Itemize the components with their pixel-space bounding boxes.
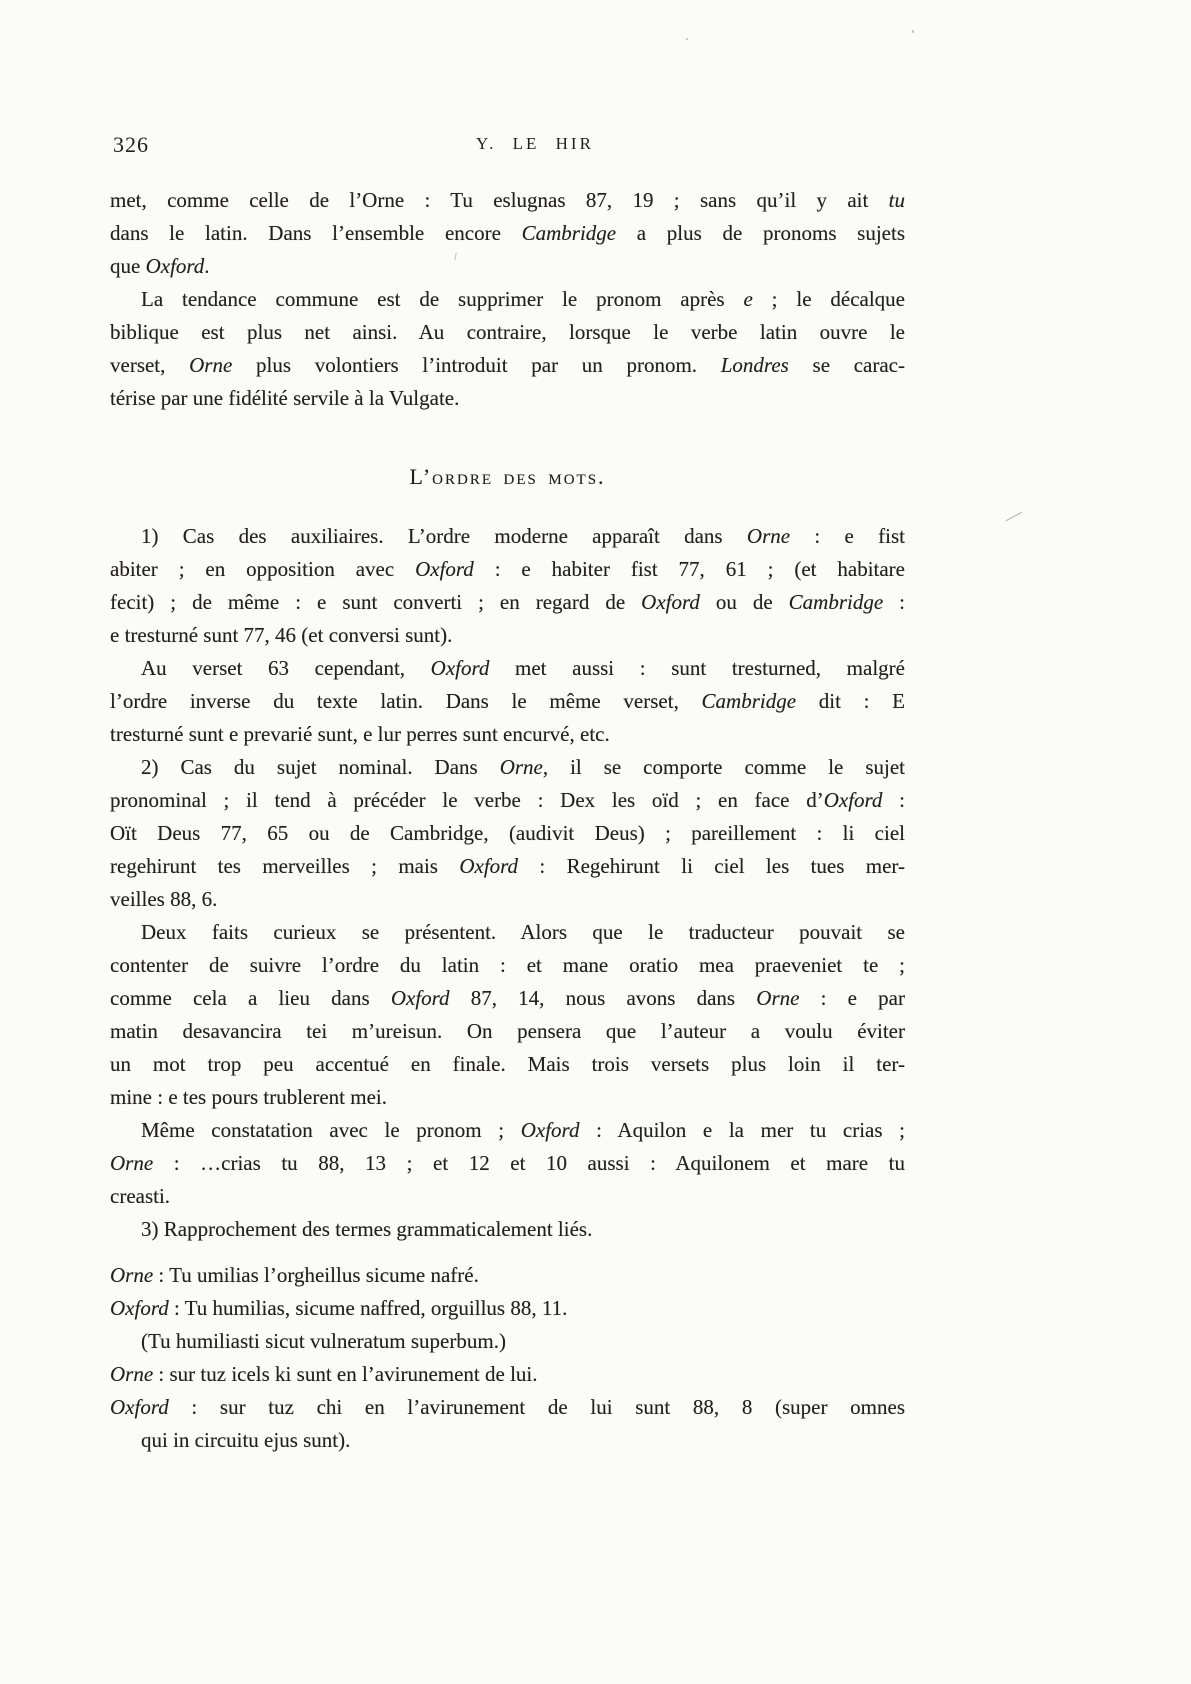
italic-run: Oxford bbox=[415, 557, 474, 581]
text-run: a plus de pronoms sujets bbox=[616, 221, 906, 245]
italic-run: Cambridge bbox=[521, 221, 617, 245]
text-run: : e par bbox=[799, 986, 905, 1010]
text-run: térise par une fidélité servile à la Vulgate. bbox=[110, 386, 460, 410]
italic-run: Oxford bbox=[823, 788, 883, 812]
text-run: veilles 88, 6. bbox=[110, 887, 218, 911]
text-run: plus volontiers l’introduit par un pronom. bbox=[232, 353, 721, 377]
text-run: Deux faits curieux se présentent. Alors que le traducteur pouvait se bbox=[141, 920, 905, 944]
text-line bbox=[110, 1259, 905, 1292]
text-run: : Regehirunt li ciel les tues mer- bbox=[518, 854, 905, 878]
text-line bbox=[110, 916, 905, 949]
italic-run: Oxford bbox=[145, 254, 205, 278]
text-line bbox=[110, 685, 905, 718]
text-run: La tendance commune est de supprimer le pronom après bbox=[141, 287, 744, 311]
text-run: comme cela a lieu dans bbox=[110, 986, 391, 1010]
text-run: : e habiter fist 77, 61 ; (et habitare bbox=[473, 557, 905, 581]
text-line bbox=[110, 850, 905, 883]
text-run: ; le décalque bbox=[752, 287, 906, 311]
italic-run: Cambridge bbox=[788, 590, 884, 614]
italic-run: Cambridge bbox=[701, 689, 797, 713]
text-run: verset, bbox=[110, 353, 190, 377]
text-run: : Aquilon e la mer tu crias ; bbox=[579, 1118, 905, 1142]
text-line bbox=[110, 283, 905, 316]
text-line bbox=[110, 1015, 905, 1048]
paragraph-cas-des-auxiliaires bbox=[110, 520, 905, 652]
italic-run: Oxford bbox=[390, 986, 450, 1010]
text-line bbox=[110, 217, 905, 250]
italic-run: Londres bbox=[720, 353, 789, 377]
text-line bbox=[110, 349, 905, 382]
paragraph-deux-faits-curieux bbox=[110, 916, 905, 1114]
text-line bbox=[110, 1292, 905, 1325]
text-run: un mot trop peu accentué en finale. Mais trois versets plus loin il ter- bbox=[110, 1052, 905, 1076]
text-run: , il se comporte comme le sujet bbox=[542, 755, 906, 779]
paragraph-au-verset-63 bbox=[110, 652, 905, 751]
paragraph-rapprochement bbox=[110, 1213, 905, 1246]
text-run: met aussi : sunt tresturned, malgré bbox=[489, 656, 905, 680]
text-run: (Tu humiliasti sicut vulneratum superbum.) bbox=[141, 1329, 506, 1353]
text-line bbox=[110, 520, 905, 553]
text-run: : sur tuz icels ki sunt en l’avirunement de lui. bbox=[153, 1362, 538, 1386]
text-line bbox=[110, 1325, 905, 1358]
italic-run: Oxford bbox=[459, 854, 519, 878]
italic-run: Orne bbox=[746, 524, 791, 548]
italic-run: Oxford bbox=[430, 656, 490, 680]
text-line bbox=[110, 718, 905, 751]
text-line bbox=[110, 817, 905, 850]
italic-run: Orne bbox=[756, 986, 800, 1010]
text-run: Au verset 63 cependant, bbox=[141, 656, 431, 680]
text-run: se carac- bbox=[788, 353, 905, 377]
paragraph-continuation bbox=[110, 184, 905, 283]
text-run: contenter de suivre l’ordre du latin : et mane oratio mea praeveniet te ; bbox=[110, 953, 905, 977]
example-block bbox=[110, 1259, 905, 1457]
article-body bbox=[110, 184, 905, 1457]
italic-run: Oxford bbox=[110, 1395, 169, 1419]
text-run: mine : e tes pours trublerent mei. bbox=[110, 1085, 388, 1109]
text-run: 3) Rapprochement des termes grammaticalement liés. bbox=[141, 1217, 593, 1241]
text-line bbox=[110, 250, 905, 283]
text-line bbox=[110, 382, 905, 415]
text-line bbox=[110, 1180, 905, 1213]
text-line bbox=[110, 1424, 905, 1457]
text-run: biblique est plus net ainsi. Au contraire, lorsque le verbe latin ouvre le bbox=[110, 320, 905, 344]
text-run: . bbox=[204, 254, 210, 278]
italic-run: Orne bbox=[189, 353, 233, 377]
text-line bbox=[110, 1213, 905, 1246]
text-line bbox=[110, 619, 905, 652]
scan-artifact bbox=[912, 30, 914, 33]
text-run: abiter ; en opposition avec bbox=[110, 557, 416, 581]
text-run: l’ordre inverse du texte latin. Dans le même verset, bbox=[110, 689, 702, 713]
text-run: met, comme celle de l’Orne : Tu eslugnas 87, 19 ; sans qu’il y ait bbox=[110, 188, 889, 212]
text-run: que bbox=[110, 254, 146, 278]
text-run: qui in circuitu ejus sunt). bbox=[141, 1428, 351, 1452]
text-line bbox=[110, 652, 905, 685]
text-line bbox=[110, 751, 905, 784]
text-line bbox=[110, 316, 905, 349]
text-run: matin desavancira tei m’ureisun. On pensera que l’auteur a voulu éviter bbox=[110, 1019, 905, 1043]
text-line bbox=[110, 1048, 905, 1081]
text-run: ou de bbox=[699, 590, 789, 614]
running-header-author: Y. LE HIR bbox=[476, 134, 594, 153]
text-run: : Tu humilias, sicume naffred, orguillus 88, 11. bbox=[168, 1296, 568, 1320]
text-run: Oït Deus 77, 65 ou de Cambridge, (audivit Deus) ; pareillement : li ciel bbox=[110, 821, 905, 845]
text-line bbox=[110, 883, 905, 916]
text-line bbox=[110, 1358, 905, 1391]
text-run: : bbox=[883, 590, 905, 614]
text-run: 2) Cas du sujet nominal. Dans bbox=[141, 755, 500, 779]
text-line bbox=[110, 553, 905, 586]
text-run: 1) Cas des auxiliaires. L’ordre moderne apparaît dans bbox=[141, 524, 747, 548]
text-line bbox=[110, 1081, 905, 1114]
text-run: Même constatation avec le pronom ; bbox=[141, 1118, 521, 1142]
text-run: e tresturné sunt 77, 46 (et conversi sunt). bbox=[110, 623, 453, 647]
text-run: : bbox=[882, 788, 905, 812]
page-number: 326 bbox=[113, 132, 149, 157]
italic-run: e bbox=[743, 287, 753, 311]
text-line bbox=[110, 1147, 905, 1180]
italic-run: Orne bbox=[110, 1263, 154, 1287]
italic-run: Oxford bbox=[520, 1118, 580, 1142]
text-run: : e fist bbox=[790, 524, 905, 548]
italic-run: tu bbox=[888, 188, 905, 212]
italic-run: Orne bbox=[499, 755, 543, 779]
text-line bbox=[110, 184, 905, 217]
italic-run: Oxford bbox=[641, 590, 700, 614]
italic-run: Orne bbox=[110, 1362, 154, 1386]
italic-run: Oxford bbox=[110, 1296, 169, 1320]
text-line bbox=[110, 1391, 905, 1424]
text-line bbox=[110, 1114, 905, 1147]
scan-artifact bbox=[686, 38, 688, 40]
text-run: pronominal ; il tend à précéder le verbe : Dex les oïd ; en face d’ bbox=[110, 788, 824, 812]
italic-run: Orne bbox=[110, 1151, 154, 1175]
text-line bbox=[110, 949, 905, 982]
paragraph-cas-du-sujet-nominal bbox=[110, 751, 905, 916]
paragraph-meme-constatation bbox=[110, 1114, 905, 1213]
text-run: tresturné sunt e prevarié sunt, e lur perres sunt encurvé, etc. bbox=[110, 722, 610, 746]
text-run: dans le latin. Dans l’ensemble encore bbox=[110, 221, 522, 245]
text-line bbox=[110, 586, 905, 619]
section-heading: L’ordre des mots. bbox=[409, 464, 606, 489]
text-line bbox=[110, 784, 905, 817]
scan-artifact bbox=[1006, 512, 1023, 522]
text-run: regehirunt tes merveilles ; mais bbox=[110, 854, 460, 878]
paragraph-tendance-commune bbox=[110, 283, 905, 415]
text-run: : …crias tu 88, 13 ; et 12 et 10 aussi : Aquilonem et mare tu bbox=[153, 1151, 905, 1175]
text-run: : Tu umilias l’orgheillus sicume nafré. bbox=[153, 1263, 479, 1287]
text-run: creasti. bbox=[110, 1184, 171, 1208]
text-run: fecit) ; de même : e sunt converti ; en regard de bbox=[110, 590, 642, 614]
text-line bbox=[110, 982, 905, 1015]
text-run: dit : E bbox=[796, 689, 905, 713]
running-head bbox=[110, 131, 905, 161]
text-run: 87, 14, nous avons dans bbox=[449, 986, 757, 1010]
text-run: : sur tuz chi en l’avirunement de lui sunt 88, 8 (super omnes bbox=[168, 1395, 905, 1419]
